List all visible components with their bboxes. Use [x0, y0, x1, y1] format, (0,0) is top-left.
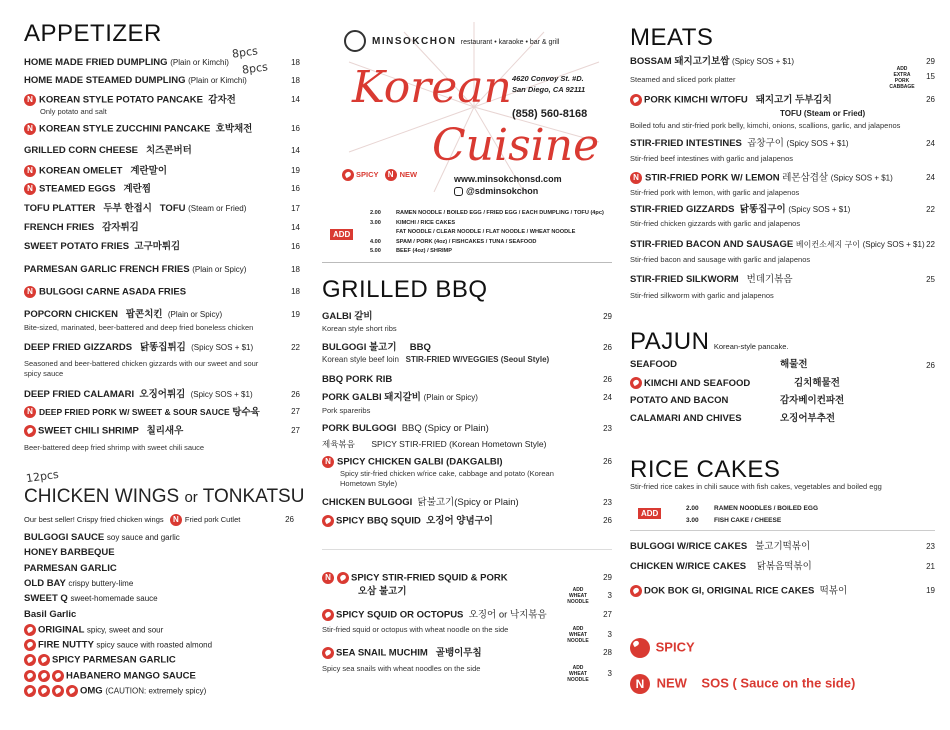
- spicy-icon: [24, 639, 36, 651]
- menu-item-extra: TOFU (Steam or Fried): [780, 109, 866, 118]
- menu-item: N KOREAN STYLE POTATO PANCAKE 감자전 14: [24, 94, 300, 107]
- menu-item: FRENCH FRIES 감자튀김 14: [24, 222, 300, 233]
- website[interactable]: www.minsokchonsd.com: [454, 174, 562, 184]
- pajun-title: PAJUN Korean-style pancake.: [630, 328, 789, 355]
- side-add: ADD WHEAT NOODLE: [567, 665, 589, 683]
- menu-item: N KOREAN STYLE ZUCCHINI PANCAKE 호박채전 16: [24, 123, 300, 136]
- new-icon: N: [170, 514, 182, 526]
- menu-item: BOSSAM 돼지고기보쌈 (Spicy SOS + $1) 29: [630, 56, 935, 67]
- legend-small: SPICY N NEW: [342, 169, 417, 181]
- menu-item: PORK KIMCHI W/TOFU 돼지고기 두부김치 26: [630, 94, 935, 107]
- menu-item-ko: 오삼 불고기: [358, 586, 407, 597]
- item-desc: Stir-fried bacon and sausage with garlic and jalapenos: [630, 255, 811, 264]
- menu-item: BULGOGI 불고기 BBQ 26: [322, 342, 612, 353]
- spicy-icon: [322, 647, 334, 659]
- menu-item: SEA SNAIL MUCHIM 골뱅이무침 28: [322, 647, 612, 660]
- spicy-icon: [52, 670, 64, 682]
- side-price: 3: [607, 591, 612, 600]
- new-icon: N: [322, 572, 334, 584]
- new-icon: N: [385, 169, 397, 181]
- sauce-item: SPICY PARMESAN GARLIC: [24, 654, 284, 667]
- spicy-icon: [38, 685, 50, 697]
- add-option: 5.00 BEEF (4oz) / SHRIMP: [370, 248, 452, 255]
- pajun-price: 26: [926, 361, 935, 370]
- menu-item: SWEET CHILI SHRIMP 칠리새우 27: [24, 425, 300, 438]
- menu-item: POPCORN CHICKEN 팝콘치킨 (Plain or Spicy) 19: [24, 309, 300, 320]
- divider: [322, 262, 612, 263]
- title-cuisine: Cuisine: [432, 120, 600, 171]
- spicy-icon: [24, 624, 36, 636]
- menu-item: N STIR-FRIED PORK W/ LEMON 레몬삼겹살 (Spicy SOS + $1) 24: [630, 172, 935, 185]
- rice-title: RICE CAKES: [630, 456, 781, 483]
- new-icon: N: [630, 172, 642, 184]
- side-price: 3: [607, 630, 612, 639]
- sauce-item: BULGOGI SAUCE soy sauce and garlic: [24, 532, 180, 543]
- item-desc: Pork spareribs: [322, 406, 371, 415]
- bbq-title: GRILLED BBQ: [322, 276, 488, 303]
- item-desc: Stir-fried chicken gizzards with garlic and jalapenos: [630, 219, 801, 228]
- menu-item: CHICKEN BULGOGI 닭불고기(Spicy or Plain) 23: [322, 497, 612, 508]
- add-option: FAT NOODLE / CLEAR NOODLE / FLAT NOODLE / WHEAT NOODLE: [396, 229, 576, 236]
- menu-item: GALBI 갈비 29: [322, 311, 612, 322]
- menu-item: TOFU PLATTER 두부 한접시 TOFU (Steam or Fried) 17: [24, 203, 300, 214]
- menu-item: HOME MADE FRIED DUMPLING (Plain or Kimchi) 18: [24, 57, 300, 68]
- menu-item: N SPICY STIR-FRIED SQUID & PORK 29: [322, 572, 612, 585]
- item-desc: Seasoned and beer-battered chicken gizzards with our sweet and sour spicy sauce: [24, 359, 259, 378]
- sauce-item: PARMESAN GARLIC: [24, 562, 117, 574]
- new-icon: N: [24, 94, 36, 106]
- new-icon: N: [630, 674, 650, 694]
- item-desc: Stir-fried beef intestines with garlic and jalapenos: [630, 154, 794, 163]
- spicy-icon: [52, 685, 64, 697]
- menu-item: N SPICY CHICKEN GALBI (DAKGALBI) 26: [322, 456, 612, 469]
- spicy-icon: [66, 685, 78, 697]
- divider: [630, 530, 935, 531]
- brand-logo-icon: [344, 30, 366, 52]
- pajun-item: POTATO AND BACON 감자베이컨파전: [630, 395, 845, 406]
- new-icon: N: [24, 286, 36, 298]
- sauce-item: HABANERO MANGO SAUCE: [24, 670, 284, 683]
- menu-item: GRILLED CORN CHEESE 치즈콘버터 14: [24, 145, 300, 156]
- item-desc: Korean style short ribs: [322, 324, 397, 333]
- menu-item: DOK BOK GI, ORIGINAL RICE CAKES 떡볶이 19: [630, 585, 935, 598]
- menu-item: PORK GALBI 돼지갈비 (Plain or Spicy) 24: [322, 392, 612, 403]
- new-icon: N: [322, 456, 334, 468]
- side-price: 15: [926, 72, 935, 81]
- sauce-item: ORIGINAL spicy, sweet and sour: [24, 624, 284, 637]
- spicy-icon: [24, 670, 36, 682]
- menu-item: SPICY BBQ SQUID 오징어 양념구이 26: [322, 515, 612, 528]
- side-price: 3: [607, 669, 612, 678]
- menu-item: STIR-FRIED GIZZARDS 닭똥집구이 (Spicy SOS + $1) 22: [630, 204, 935, 215]
- handwritten-note: 12pcs: [25, 467, 60, 486]
- item-desc: Boiled tofu and stir-fried pork belly, kimchi, onions, scallions, garlic, and jalapenos: [630, 121, 901, 130]
- pajun-item: KIMCHI AND SEAFOOD 김치해물전: [630, 377, 890, 390]
- phone: (858) 560-8168: [512, 108, 588, 120]
- spicy-icon: [322, 515, 334, 527]
- sauce-item: SWEET Q sweet-homemade sauce: [24, 593, 158, 605]
- item-desc: Korean style beef loin STIR-FRIED W/VEGGIES (Seoul Style): [322, 355, 550, 364]
- instagram[interactable]: @sdminsokchon: [454, 186, 538, 196]
- spicy-icon: [630, 94, 642, 106]
- legend-new: N NEW SOS ( Sauce on the side): [630, 674, 855, 694]
- side-add: ADD WHEAT NOODLE: [567, 587, 589, 605]
- instagram-icon: [454, 187, 463, 196]
- pajun-item: SEAFOOD 해물전: [630, 359, 808, 370]
- wings-title: CHICKEN WINGS or TONKATSU: [24, 486, 305, 507]
- menu-item: SWEET POTATO FRIES 고구마튀김 16: [24, 241, 300, 252]
- menu-item: N STEAMED EGGS 계란찜 16: [24, 183, 300, 196]
- wings-desc: Our best seller! Crispy fried chicken wings N Fried pork Cutlet 26: [24, 515, 294, 525]
- spicy-icon: [630, 585, 642, 597]
- spicy-icon: [24, 654, 36, 666]
- sauce-item: Basil Garlic: [24, 608, 77, 620]
- new-icon: N: [24, 183, 36, 195]
- address: 4620 Convoy St. #D. San Diego, CA 92111: [512, 74, 586, 94]
- spicy-icon: [337, 572, 349, 584]
- item-desc: Spicy sea snails with wheat noodles on the side: [322, 664, 481, 673]
- spicy-icon: [24, 685, 36, 697]
- add-option: 4.00 SPAM / PORK (4oz) / FISHCAKES / TUNA / SEAFOOD: [370, 238, 537, 245]
- spicy-icon: [322, 609, 334, 621]
- menu-item: 제육볶음 SPICY STIR-FRIED (Korean Hometown Style): [322, 439, 547, 449]
- add-option: 3.00 KIMCHI / RICE CAKES: [370, 219, 456, 226]
- rice-add-options: 2.00 RAMEN NOODLES / BOILED EGG 3.00 FISH CAKE / CHEESE: [686, 505, 819, 524]
- menu-item: DEEP FRIED CALAMARI 오징어튀김 (Spicy SOS + $1) 26: [24, 389, 300, 400]
- sauce-item: HONEY BARBEQUE: [24, 547, 115, 559]
- menu-item: PORK BULGOGI BBQ (Spicy or Plain) 23: [322, 423, 612, 434]
- menu-item: BULGOGI W/RICE CAKES 불고기떡볶이 23: [630, 541, 935, 552]
- spicy-icon: [38, 654, 50, 666]
- add-label: ADD: [330, 229, 353, 240]
- sauce-item: OLD BAY crispy buttery-lime: [24, 577, 134, 589]
- menu-item: N KOREAN OMELET 계란말이 19: [24, 165, 300, 178]
- menu-item: DEEP FRIED GIZZARDS 닭똥집튀김 (Spicy SOS + $1) 22: [24, 342, 300, 353]
- item-desc: Stir-fried silkworm with garlic and jalapenos: [630, 291, 774, 300]
- menu-item: STIR-FRIED BACON AND SAUSAGE 베이컨소세지 구이 (Spicy SOS + $1) 22: [630, 239, 935, 250]
- pajun-item: CALAMARI AND CHIVES 오징어부추전: [630, 413, 836, 424]
- handwritten-note: 8pcs: [241, 60, 269, 77]
- menu-item: BBQ PORK RIB 26: [322, 374, 612, 385]
- spicy-icon: [38, 670, 50, 682]
- item-desc: Only potato and salt: [40, 107, 107, 116]
- handwritten-note: 8pcs: [231, 44, 259, 61]
- menu-item: N BULGOGI CARNE ASADA FRIES 18: [24, 286, 300, 299]
- spicy-icon: [342, 169, 354, 181]
- item-desc: Spicy stir-fried chicken w/rice cake, cabbage and potato (Korean Hometown Style): [340, 469, 554, 488]
- new-icon: N: [24, 123, 36, 135]
- menu-item: HOME MADE STEAMED DUMPLING (Plain or Kimchi) 18: [24, 75, 300, 86]
- divider: [322, 549, 612, 550]
- spicy-icon: [24, 425, 36, 437]
- menu-item: SPICY SQUID OR OCTOPUS 오징어 or 낙지볶음 27: [322, 609, 612, 622]
- sauce-item: FIRE NUTTY spicy sauce with roasted almond: [24, 639, 284, 652]
- item-desc: Stir-fried squid or octopus with wheat noodle on the side: [322, 625, 509, 634]
- menu-item: STIR-FRIED INTESTINES 곱창구이 (Spicy SOS + $1) 24: [630, 138, 935, 149]
- menu-item: CHICKEN W/RICE CAKES 닭볶음떡볶이 21: [630, 561, 935, 572]
- item-desc: Bite-sized, marinated, beer-battered and deep fried boneless chicken: [24, 323, 254, 332]
- rice-desc: Stir-fried rice cakes in chili sauce with fish cakes, vegetables and boiled egg: [630, 482, 882, 491]
- menu-item: PARMESAN GARLIC FRENCH FRIES (Plain or Spicy) 18: [24, 264, 300, 275]
- appetizer-title: APPETIZER: [24, 20, 162, 47]
- menu-item: N DEEP FRIED PORK W/ SWEET & SOUR SAUCE 탕수육 27: [24, 406, 300, 419]
- menu-item: STIR-FRIED SILKWORM 번데기볶음 25: [630, 274, 935, 285]
- side-add: ADD EXTRA PORK CABBAGE: [889, 66, 915, 90]
- new-icon: N: [24, 165, 36, 177]
- title-korean: Korean: [352, 62, 512, 113]
- meats-title: MEATS: [630, 24, 714, 51]
- item-desc: Stir-fried pork with lemon, with garlic and jalapenos: [630, 188, 800, 197]
- sauce-item: OMG (CAUTION: extremely spicy): [24, 685, 284, 698]
- item-desc: Steamed and sliced pork platter: [630, 75, 736, 84]
- brand-name: MINSOKCHON restaurant • karaoke • bar & grill: [372, 36, 560, 47]
- spicy-icon: [630, 638, 650, 658]
- new-icon: N: [24, 406, 36, 418]
- legend-spicy: SPICY: [630, 638, 695, 658]
- side-add: ADD WHEAT NOODLE: [567, 626, 589, 644]
- item-desc: Beer-battered deep fried shrimp with sweet chili sauce: [24, 443, 205, 452]
- add-label: ADD: [638, 508, 661, 519]
- add-option: 2.00 RAMEN NOODLE / BOILED EGG / FRIED EGG / EACH DUMPLING / TOFU (4pc): [370, 210, 604, 216]
- spicy-icon: [630, 377, 642, 389]
